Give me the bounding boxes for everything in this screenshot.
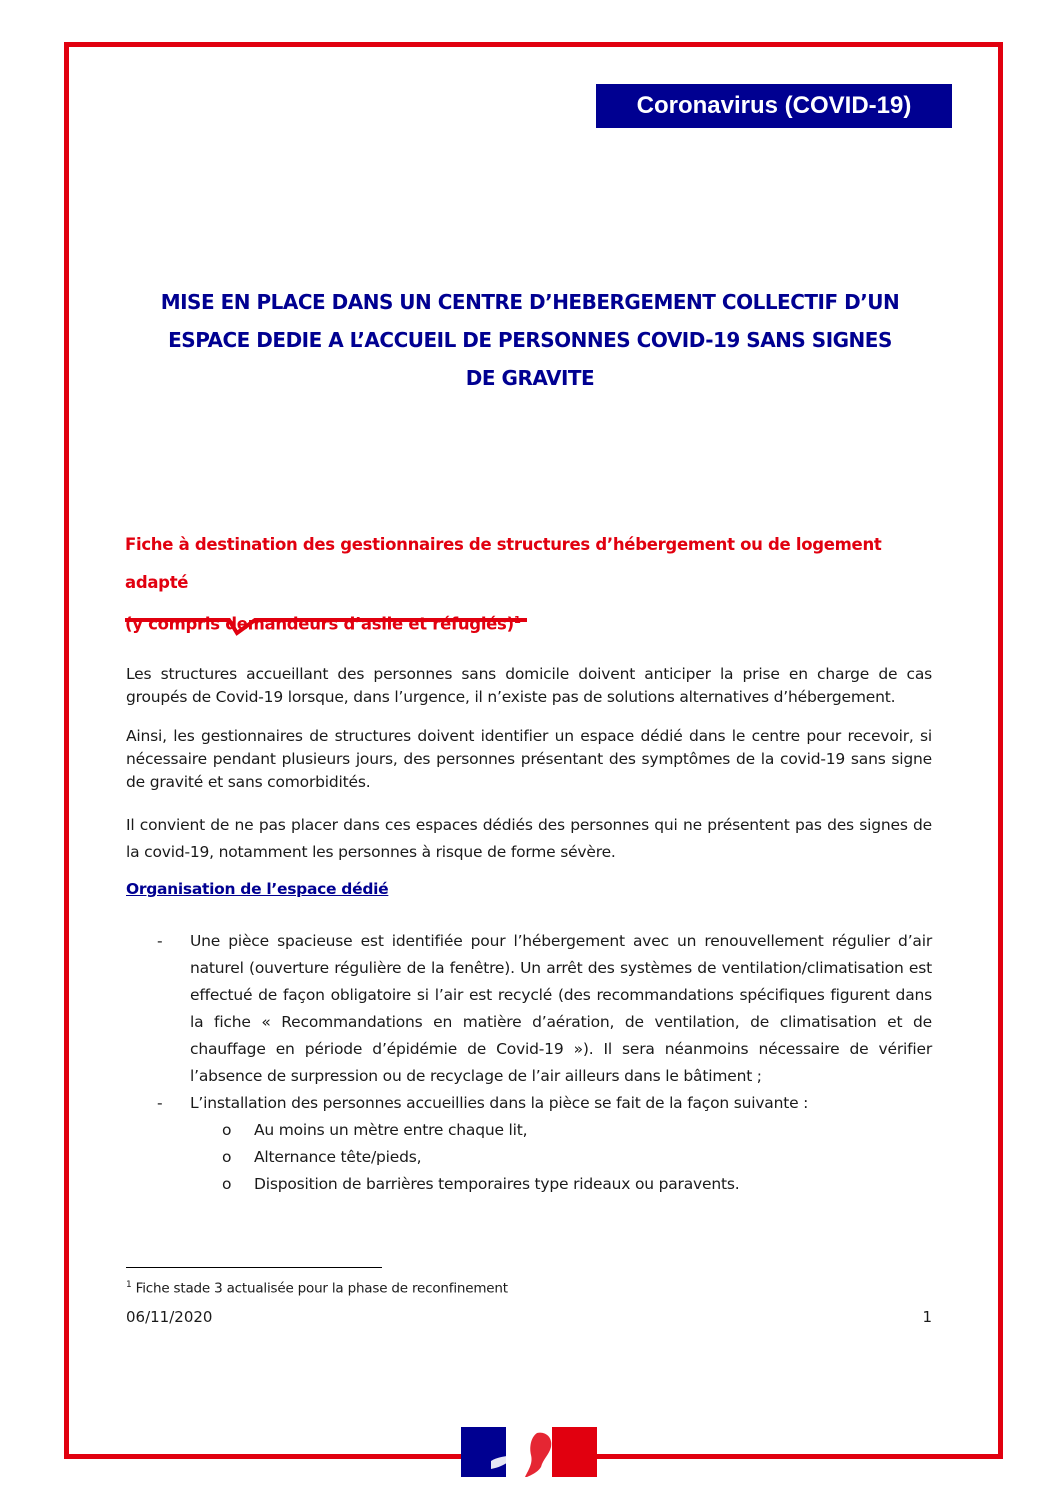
paragraph-3: Il convient de ne pas placer dans ces espaces dédiés des personnes qui ne présentent pas des signes de la covid-19, notamment les personnes à risque de forme sévère. [126, 816, 932, 861]
sub-list-item: o Alternance tête/pieds, [190, 1144, 932, 1171]
document-title [110, 283, 950, 397]
dash-bullet: - [157, 1094, 163, 1112]
list-item: - L’installation des personnes accueillies dans la pièce se fait de la façon suivante : o Au moins un mètre entre chaque lit, o Alternance tête/pieds, o Disposition de barrières temporaires type rideaux ou paravents. [126, 1090, 932, 1198]
footer-date: 06/11/2020 [126, 1308, 213, 1326]
title-line-2: ESPACE DEDIE A L’ACCUEIL DE PERSONNES COVID-19 SANS SIGNES [168, 328, 892, 352]
paragraph-1: Les structures accueillant des personnes sans domicile doivent anticiper la prise en charge de cas groupés de Covid-19 lorsque, dans l’urgence, il n’existe pas de solutions alternatives d’hébergement. [126, 665, 932, 706]
sub-list-item: o Disposition de barrières temporaires type rideaux ou paravents. [190, 1171, 932, 1198]
circle-bullet: o [222, 1175, 232, 1193]
dash-bullet: - [157, 932, 163, 950]
title-line-1: MISE EN PLACE DANS UN CENTRE D’HEBERGEMENT COLLECTIF D’UN [160, 290, 900, 314]
footnote: $^1$ Fiche stade 3 actualisée pour la phase de reconfinement [126, 1280, 508, 1297]
bullet-list [126, 928, 932, 1198]
covid-banner: Coronavirus (COVID-19) [596, 84, 952, 128]
footnote-number: 1 [126, 1280, 132, 1290]
sub-list [190, 1117, 932, 1198]
paragraph-2: Ainsi, les gestionnaires de structures doivent identifier un espace dédié dans le centre pour recevoir, si nécessaire pendant plusieurs jours, des personnes présentant des symptômes de la covid-19 sans signe de gravité et sans comorbidités. [126, 727, 932, 791]
list-item: - Une pièce spacieuse est identifiée pour l’hébergement avec un renouvellement régulier d’air naturel (ouverture régulière de la fenêtre). Un arrêt des systèmes de ventilation/climatisation est effectué de façon obligatoire si l’air est recyclé (des recommandations spécifiques figurent dans la fiche « Recommandations en matière d’aération, de ventilation, de climatisation et de chauffage en période d’épidémie de Covid-19 »). Il sera néanmoins nécessaire de vérifier l’absence de surpression ou de recyclage de l’air ailleurs dans le bâtiment ; [126, 928, 932, 1090]
page-number: 1 [922, 1308, 932, 1326]
subtitle-line-2: (y compris demandeurs d’asile et réfugiés)$^1$ [125, 614, 521, 634]
title-line-3: DE GRAVITE [465, 366, 595, 390]
subtitle-line-1: Fiche à destination des gestionnaires de structures d’hébergement ou de logement adapté [125, 535, 882, 592]
footnote-ref: 1 [513, 615, 521, 626]
speech-bubble-divider [125, 618, 527, 640]
circle-bullet: o [222, 1121, 232, 1139]
sub-list-item: o Au moins un mètre entre chaque lit, [190, 1117, 932, 1144]
section-heading: Organisation de l’espace dédié [126, 880, 389, 898]
republique-francaise-logo [461, 1427, 597, 1477]
circle-bullet: o [222, 1148, 232, 1166]
footnote-divider [126, 1267, 382, 1268]
